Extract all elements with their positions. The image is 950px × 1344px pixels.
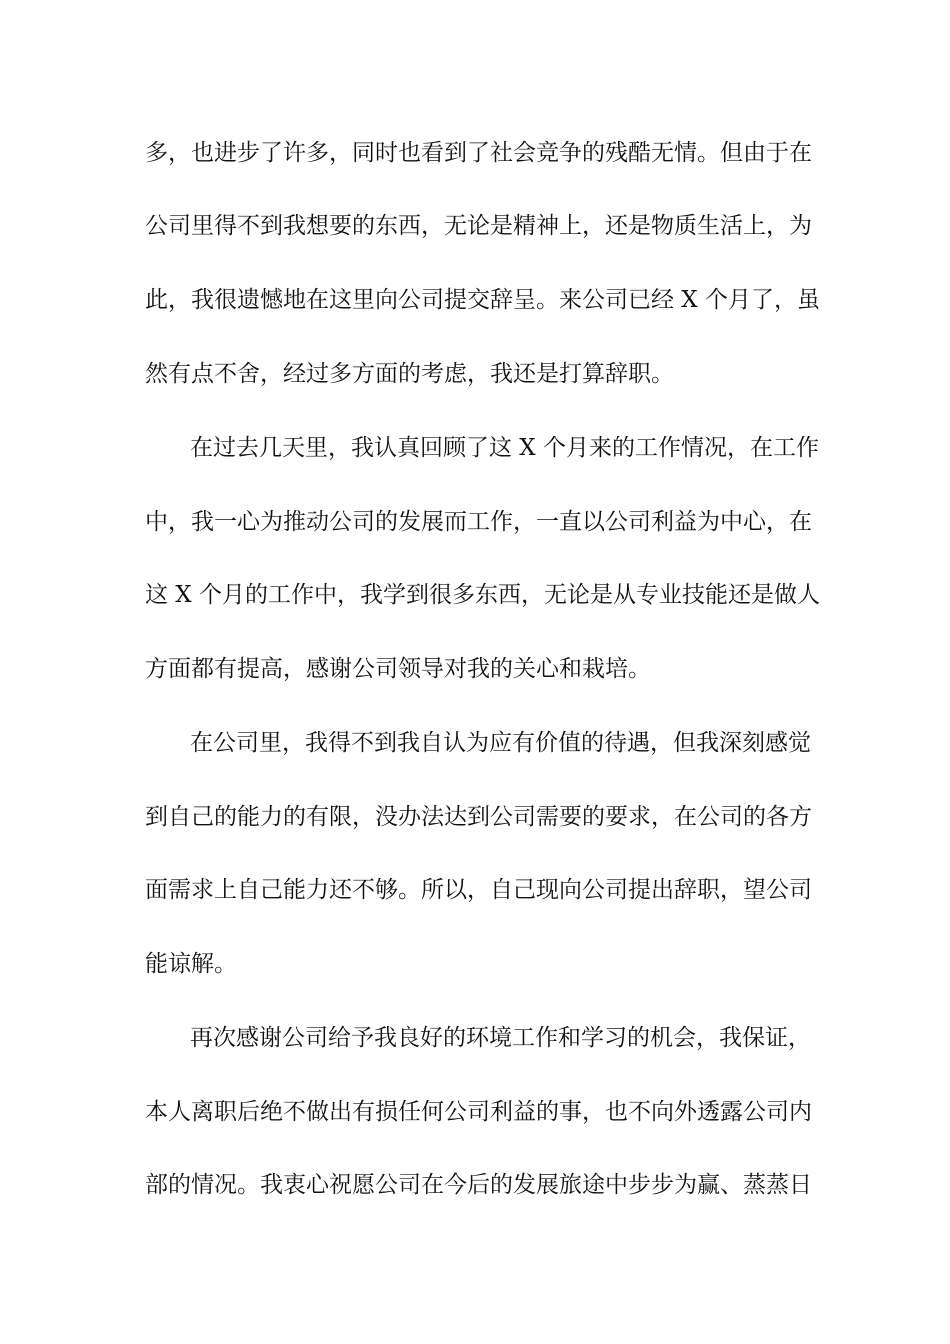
paragraph-first-line: 在公司里，我得不到我自认为应有价值的待遇，但我深刻感觉	[190, 730, 811, 756]
text-line: 然有点不舍，经过多方面的考虑，我还是打算辞职。	[145, 361, 674, 387]
text-line: 能谅解。	[145, 951, 237, 977]
paragraph-first-line: 再次感谢公司给予我良好的环境工作和学习的机会，我保证，	[190, 1025, 811, 1051]
text-line: 本人离职后绝不做出有损任何公司利益的事，也不向外透露公司内	[145, 1099, 812, 1125]
text-line: 此，我很遗憾地在这里向公司提交辞呈。来公司已经 X 个月了，虽	[145, 287, 820, 313]
text-line: 多，也进步了许多，同时也看到了社会竞争的残酷无情。但由于在	[145, 140, 812, 166]
text-line: 中，我一心为推动公司的发展而工作，一直以公司利益为中心，在	[145, 509, 812, 535]
text-line: 方面都有提高，感谢公司领导对我的关心和栽培。	[145, 656, 651, 682]
text-line: 这 X 个月的工作中，我学到很多东西，无论是从专业技能还是做人	[145, 582, 820, 608]
text-line: 到自己的能力的有限，没办法达到公司需要的要求，在公司的各方	[145, 804, 812, 830]
text-line: 面需求上自己能力还不够。所以，自己现向公司提出辞职，望公司	[145, 877, 812, 903]
paragraph-first-line: 在过去几天里，我认真回顾了这 X 个月来的工作情况，在工作	[190, 435, 819, 461]
text-line: 公司里得不到我想要的东西，无论是精神上，还是物质生活上，为	[145, 213, 812, 239]
text-line: 部的情况。我衷心祝愿公司在今后的发展旅途中步步为赢、蒸蒸日	[145, 1172, 812, 1198]
